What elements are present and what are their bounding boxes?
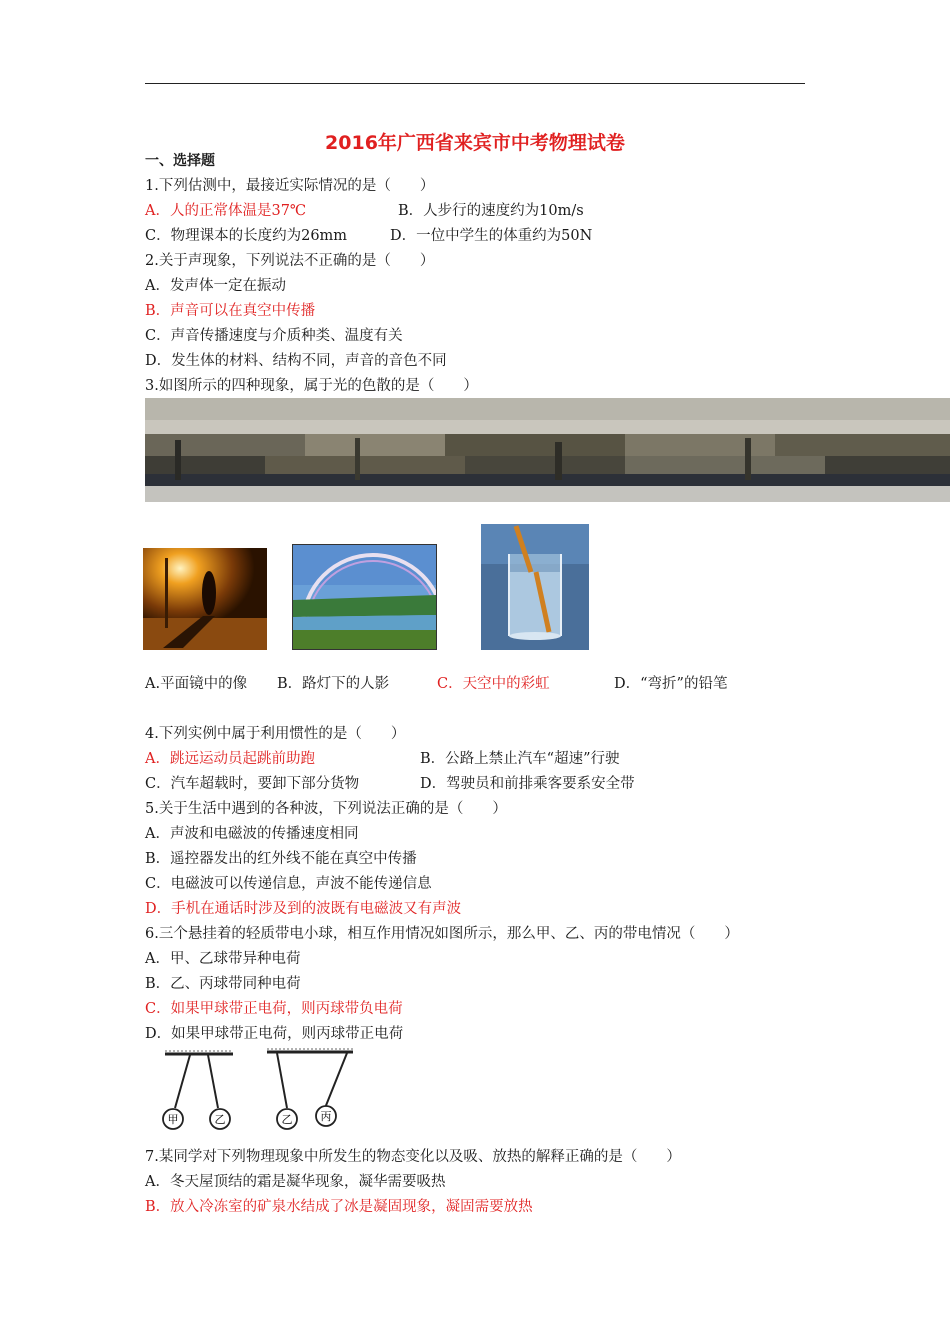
rainbow-image bbox=[292, 544, 437, 650]
q1-option-c: C．物理课本的长度约为26mm bbox=[145, 228, 348, 244]
q4-option-d: D．驾驶员和前排乘客要系安全带 bbox=[420, 776, 635, 792]
q5-stem: 5.关于生活中遇到的各种波，下列说法正确的是（ ） bbox=[145, 801, 507, 817]
q2-option-d: D．发生体的材料、结构不同，声音的音色不同 bbox=[145, 353, 447, 369]
q5-option-a: A．声波和电磁波的传播速度相同 bbox=[145, 826, 359, 842]
charged-balls-diagram bbox=[145, 1046, 360, 1138]
q3-stem: 3.如图所示的四种现象，属于光的色散的是（ ） bbox=[145, 378, 478, 394]
q7-stem: 7.某同学对下列物理现象中所发生的物态变化以及吸、放热的解释正确的是（ ） bbox=[145, 1149, 681, 1165]
header-rule bbox=[145, 83, 805, 84]
q2-option-b: B．声音可以在真空中传播 bbox=[145, 303, 316, 319]
q6-option-a: A．甲、乙球带异种电荷 bbox=[145, 951, 301, 967]
q4-stem: 4.下列实例中属于利用惯性的是（ ） bbox=[145, 726, 406, 742]
q4-option-c: C．汽车超载时，要卸下部分货物 bbox=[145, 776, 360, 792]
q6-option-d: D．如果甲球带正电荷，则丙球带正电荷 bbox=[145, 1026, 404, 1042]
ball-label-yi-2: 乙 bbox=[281, 1113, 293, 1126]
q5-option-d: D．手机在通话时涉及到的波既有电磁波又有声波 bbox=[145, 901, 462, 917]
bent-pencil-image bbox=[481, 524, 589, 650]
q3-option-a: A.平面镜中的像 bbox=[145, 676, 248, 692]
q5-option-c: C．电磁波可以传递信息，声波不能传递信息 bbox=[145, 876, 432, 892]
q4-option-a: A．跳远运动员起跳前助跑 bbox=[145, 751, 315, 767]
q1-stem: 1.下列估测中，最接近实际情况的是（ ） bbox=[145, 178, 435, 194]
q2-option-a: A．发声体一定在振动 bbox=[145, 278, 286, 294]
q1-option-b: B．人步行的速度约为10m/s bbox=[398, 203, 584, 219]
page-title: 2016年广西省来宾市中考物理试卷 bbox=[325, 132, 625, 154]
q3-option-c: C．天空中的彩虹 bbox=[437, 676, 550, 692]
q6-option-c: C．如果甲球带正电荷，则丙球带负电荷 bbox=[145, 1001, 403, 1017]
section-heading: 一、选择题 bbox=[145, 153, 215, 169]
q2-stem: 2.关于声现象，下列说法不正确的是（ ） bbox=[145, 253, 435, 269]
ball-label-jia: 甲 bbox=[167, 1113, 179, 1126]
q1-option-d: D．一位中学生的体重约为50N bbox=[390, 228, 593, 244]
q3-option-b: B．路灯下的人影 bbox=[277, 676, 390, 692]
street-lamp-shadow-image bbox=[143, 548, 267, 650]
q1-option-a: A．人的正常体温是37℃ bbox=[145, 203, 307, 219]
q4-option-b: B．公路上禁止汽车“超速”行驶 bbox=[420, 751, 620, 767]
q6-option-b: B．乙、丙球带同种电荷 bbox=[145, 976, 301, 992]
q2-option-c: C．声音传播速度与介质种类、温度有关 bbox=[145, 328, 403, 344]
ball-label-yi: 乙 bbox=[214, 1113, 226, 1126]
ball-label-bing: 丙 bbox=[320, 1110, 332, 1123]
q3-option-d: D．“弯折”的铅笔 bbox=[614, 676, 728, 692]
q7-option-a: A．冬天屋顶结的霜是凝华现象，凝华需要吸热 bbox=[145, 1174, 446, 1190]
mirror-image-strip bbox=[145, 398, 950, 502]
q6-stem: 6.三个悬挂着的轻质带电小球，相互作用情况如图所示，那么甲、乙、丙的带电情况（ ） bbox=[145, 926, 739, 942]
q7-option-b: B．放入冷冻室的矿泉水结成了冰是凝固现象，凝固需要放热 bbox=[145, 1199, 533, 1215]
q5-option-b: B．遥控器发出的红外线不能在真空中传播 bbox=[145, 851, 417, 867]
